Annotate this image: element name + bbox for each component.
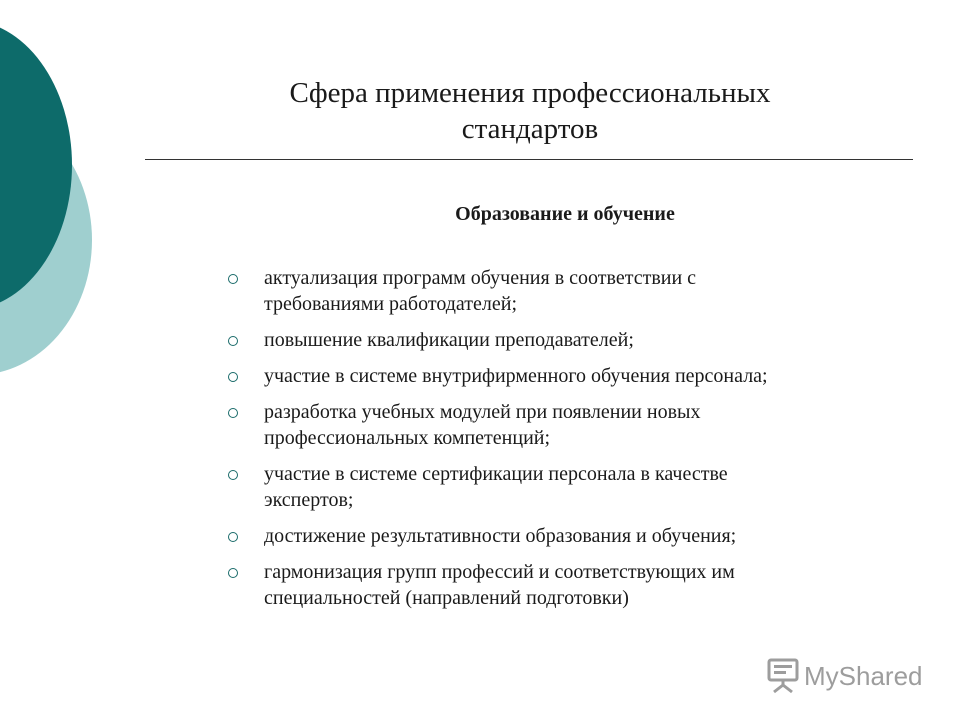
slide-title-line-2: стандартов: [461, 113, 599, 145]
circle-bullet-icon: [228, 470, 238, 480]
slide-title: [150, 75, 910, 147]
circle-bullet-icon: [228, 274, 238, 284]
bullet-item: [228, 265, 918, 317]
watermark-text: MyShared: [804, 660, 923, 691]
circle-bullet-icon: [228, 532, 238, 542]
bullet-list: [228, 265, 918, 621]
presentation-board-icon: [766, 658, 800, 694]
slide-subtitle: Образование и обучение: [455, 203, 675, 225]
circle-bullet-icon: [228, 372, 238, 382]
bullet-item: [228, 327, 918, 353]
bullet-item: [228, 461, 918, 513]
bullet-line: экспертов;: [264, 489, 354, 511]
myshared-watermark[interactable]: [766, 656, 923, 696]
bullet-item: [228, 523, 918, 549]
bullet-line: участие в системе внутрифирменного обучения персонала;: [264, 365, 768, 387]
bullet-line: повышение квалификации преподавателей;: [264, 329, 634, 351]
bullet-item: [228, 363, 918, 389]
bullet-line: специальностей (направлений подготовки): [264, 587, 629, 609]
bullet-item: [228, 559, 918, 611]
bullet-line: разработка учебных модулей при появлении новых: [264, 401, 701, 423]
decorative-circles: [0, 0, 120, 400]
bullet-line: гармонизация групп профессий и соответствующих им: [264, 561, 735, 583]
bullet-line: актуализация программ обучения в соответствии с: [264, 267, 697, 289]
bullet-line: профессиональных компетенций;: [264, 427, 551, 449]
bullet-line: требованиями работодателей;: [264, 293, 518, 315]
bullet-line: достижение результативности образования и обучения;: [264, 525, 737, 547]
circle-bullet-icon: [228, 408, 238, 418]
bullet-line: участие в системе сертификации персонала в качестве: [264, 463, 728, 485]
slide-title-line-1: Сфера применения профессиональных: [289, 77, 771, 109]
title-divider: [145, 159, 913, 160]
circle-bullet-icon: [228, 568, 238, 578]
bullet-item: [228, 399, 918, 451]
circle-bullet-icon: [228, 336, 238, 346]
